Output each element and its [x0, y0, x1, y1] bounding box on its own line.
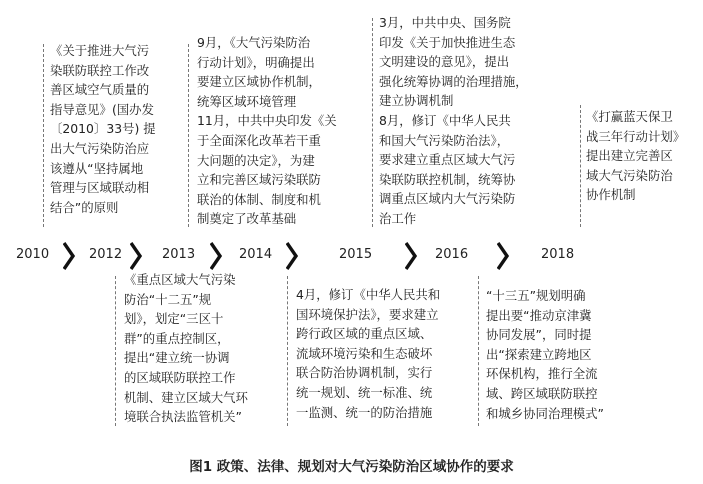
event-2018-text: 《打赢蓝天保卫 战三年行动计划》 提出建立完善区 域大气污染防治 协作机制 — [586, 109, 686, 203]
chevron-right-icon — [286, 241, 298, 271]
chevron-right-icon — [210, 241, 222, 271]
event-2016-text: “十三五”规划明确 提出要“推动京津冀 协同发展”，同时提 出“探索建立跨地区 环保机构，推行全流 域、跨区域联防联控 和城乡协同治理模式” — [486, 288, 604, 421]
event-2013-text: 9月，《大气污染防治 行动计划》，明确提出 要建立区域协作机制， 统筹区域环境管理 11月，中共中央印发《关 于全面深化改革若干重 大问题的决定》，为建 立和完善区域污染联防 联治的体制、制度和机 制奠定了改革基础 — [197, 35, 337, 227]
connector-2012 — [115, 276, 116, 426]
chevron-right-icon — [130, 241, 142, 271]
figure-caption: 图1 政策、法律、规划对大气污染防治区域协作的要求 — [189, 459, 514, 475]
connector-2015 — [372, 18, 373, 227]
chevron-right-icon — [63, 241, 75, 271]
connector-2014 — [287, 276, 288, 426]
chevron-right-icon — [405, 241, 417, 271]
event-2015-text: 3月，中共中央、国务院 印发《关于加快推进生态 文明建设的意见》，提出 强化统筹协调的治理措施， 建立协调机制 8月，修订《中华人民共 和国大气污染防治法》， 要求建立重点区域大气污 染联防联控机制，统筹协 调重点区域内大气污染防 治工作 — [379, 15, 528, 226]
connector-2013 — [188, 44, 189, 227]
year-2018: 2018 — [541, 247, 575, 262]
event-2010-text: 《关于推进大气污 染联防联控工作改 善区域空气质量的 指导意见》(国办发 〔2010〕33号) 提 出大气污染防治应 该遵从“坚持属地 管理与区域联动相 结合”的原则 — [50, 43, 156, 215]
event-2012-text: 《重点区域大气污染 防治“十二五”规 划》，划定“三区十 群”的重点控制区， 提出“建立统一协调 的区域联防联控工作 机制、建立区域大气环 境联合执法监管机关” — [124, 272, 248, 425]
year-2015: 2015 — [339, 247, 373, 262]
event-2014-text: 4月，修订《中华人民共和 国环境保护法》，要求建立 跨行政区域的重点区域、 流域环境污染和生态破坏 联合防治协调机制，实行 统一规划、统一标准、统 一监测、统一的防治措施 — [296, 287, 441, 420]
year-2013: 2013 — [162, 247, 196, 262]
connector-2018 — [580, 105, 581, 227]
year-2016: 2016 — [435, 247, 469, 262]
year-2012: 2012 — [89, 247, 123, 262]
chevron-right-icon — [497, 241, 509, 271]
connector-2016 — [478, 276, 479, 426]
year-2010: 2010 — [16, 247, 50, 262]
connector-2010 — [43, 44, 44, 227]
year-2014: 2014 — [239, 247, 273, 262]
